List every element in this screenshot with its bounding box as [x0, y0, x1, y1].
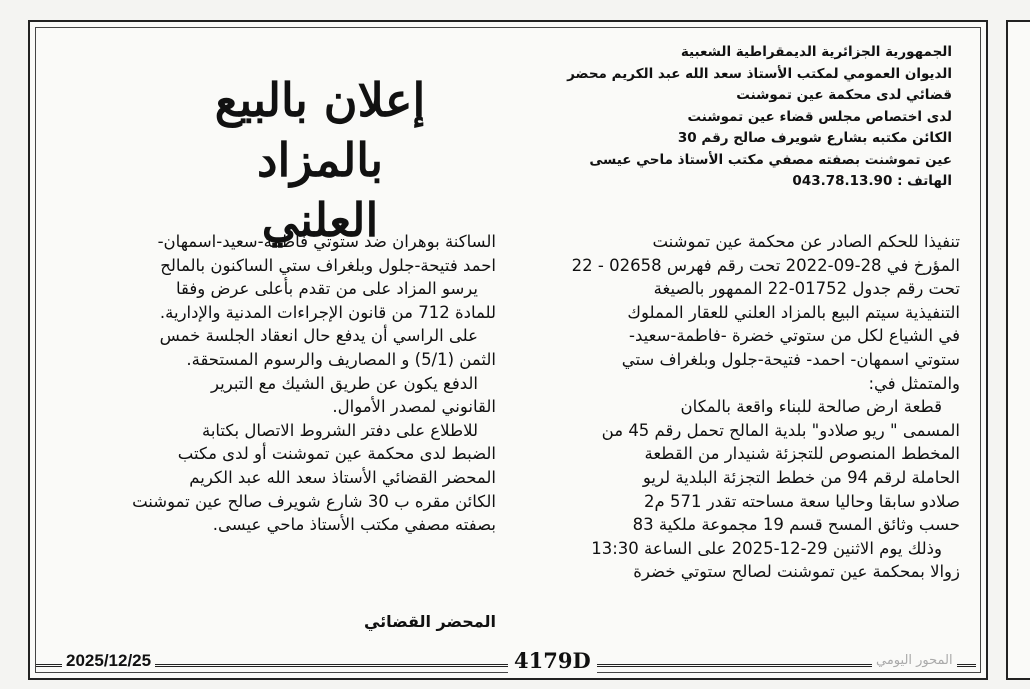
text-line: الضبط لدى محكمة عين تموشنت أو لدى مكتب — [177, 444, 496, 464]
title-line-1: إعلان بالبيع — [214, 73, 426, 127]
header-line: قضائي لدى محكمة عين تموشنت — [736, 87, 952, 103]
text-line: المخطط المنصوص للتجزئة شنيدار من القطعة — [644, 444, 960, 464]
phone-line — [572, 171, 952, 193]
text-line: القانوني لمصدر الأموال. — [332, 397, 496, 417]
text-line: على الراسي أن يدفع حال انعقاد الجلسة خمس — [159, 326, 478, 346]
bailiff-signature: المحضر القضائي — [363, 612, 496, 631]
text-line: بصفته مصفي مكتب الأستاذ ماحي عيسى. — [212, 515, 496, 535]
phone-number: 043.78.13.90 — [792, 173, 893, 189]
text-line: والمتمثل في: — [868, 373, 960, 393]
header-line: الكائن مكتبه بشارع شويرف صالح رقم 30 — [677, 130, 952, 146]
text-line: للمادة 712 من قانون الإجراءات المدنية والإدارية. — [159, 302, 496, 322]
footer-double-rule — [36, 664, 976, 667]
text-line: احمد فتيحة-جلول وبلغراف ستي الساكنون بالمالح — [160, 255, 496, 275]
text-line: قطعة ارض صالحة للبناء واقعة بالمكان — [680, 397, 942, 417]
text-line: المؤرخ في 28-09-2022 تحت رقم فهرس 02658 - 22 — [571, 255, 960, 275]
text-line: في الشياع لكل من ستوتي خضرة -فاطمة-سعيد- — [629, 326, 960, 346]
footer-ad-code: 4179D — [508, 648, 597, 673]
text-line: المحضر القضائي الأستاذ سعد الله عبد الكريم — [189, 467, 496, 487]
header-line: لدى اختصاص مجلس قضاء عين تموشنت — [687, 108, 952, 125]
right-text-column — [524, 230, 960, 584]
header-line: الجمهورية الجزائرية الديمقراطية الشعبية — [680, 44, 952, 60]
text-line: التنفيذية سيتم البيع بالمزاد العلني للعقار المملوك — [627, 302, 960, 322]
announcement-title — [200, 70, 440, 250]
adjacent-page-edge — [1006, 20, 1030, 680]
header-line: الديوان العمومي لمكتب الأستاذ سعد الله عبد الكريم محضر — [567, 65, 952, 82]
phone-label: الهاتف : — [897, 173, 952, 189]
text-line: حسب وثائق المسح قسم 19 مجموعة ملكية 83 — [632, 515, 960, 535]
text-line: تنفيذا للحكم الصادر عن محكمة عين تموشنت — [652, 232, 960, 251]
text-line: الحاملة لرقم 94 من خطط التجزئة البلدية لريو — [642, 467, 960, 487]
header-line: عين تموشنت بصفته مصفي مكتب الأستاذ ماحي عيسى — [589, 151, 952, 168]
text-line: وذلك يوم الاثنين 29-12-2025 على الساعة 13:30 — [591, 538, 942, 558]
text-line: الساكنة بوهران ضد ستوتي فاطمة-سعيد-اسمهان- — [157, 232, 496, 251]
text-line: ستوتي اسمهان- احمد- فتيحة-جلول وبلغراف ستي — [621, 349, 960, 369]
text-line: زوالا بمحكمة عين تموشنت لصالح ستوتي خضرة — [633, 562, 960, 582]
left-text-column — [56, 230, 496, 537]
text-line: صلادو سابقا وحاليا سعة مساحته تقدر 571 م2 — [644, 491, 960, 511]
text-line: المسمى " ريو صلادو" بلدية المالح تحمل رقم 45 من — [601, 420, 960, 440]
text-line: الثمن (5/1) و المصاريف والرسوم المستحقة. — [186, 349, 496, 369]
newspaper-logo: المحور اليومي — [872, 653, 957, 668]
text-line: الكائن مقره ب 30 شارع شويرف صالح عين تموشنت — [132, 491, 496, 511]
text-line: يرسو المزاد على من تقدم بأعلى عرض وفقا — [175, 279, 478, 299]
text-line: الدفع يكون عن طريق الشيك مع التبرير — [211, 373, 478, 393]
title-line-2: بالمزاد العلني — [256, 133, 384, 247]
text-line: تحت رقم جدول 01752-22 الممهور بالصيغة — [653, 279, 960, 299]
issuer-header — [567, 42, 952, 193]
footer-date: 2025/12/25 — [62, 651, 155, 671]
text-line: للاطلاع على دفتر الشروط الاتصال بكتابة — [201, 420, 478, 440]
